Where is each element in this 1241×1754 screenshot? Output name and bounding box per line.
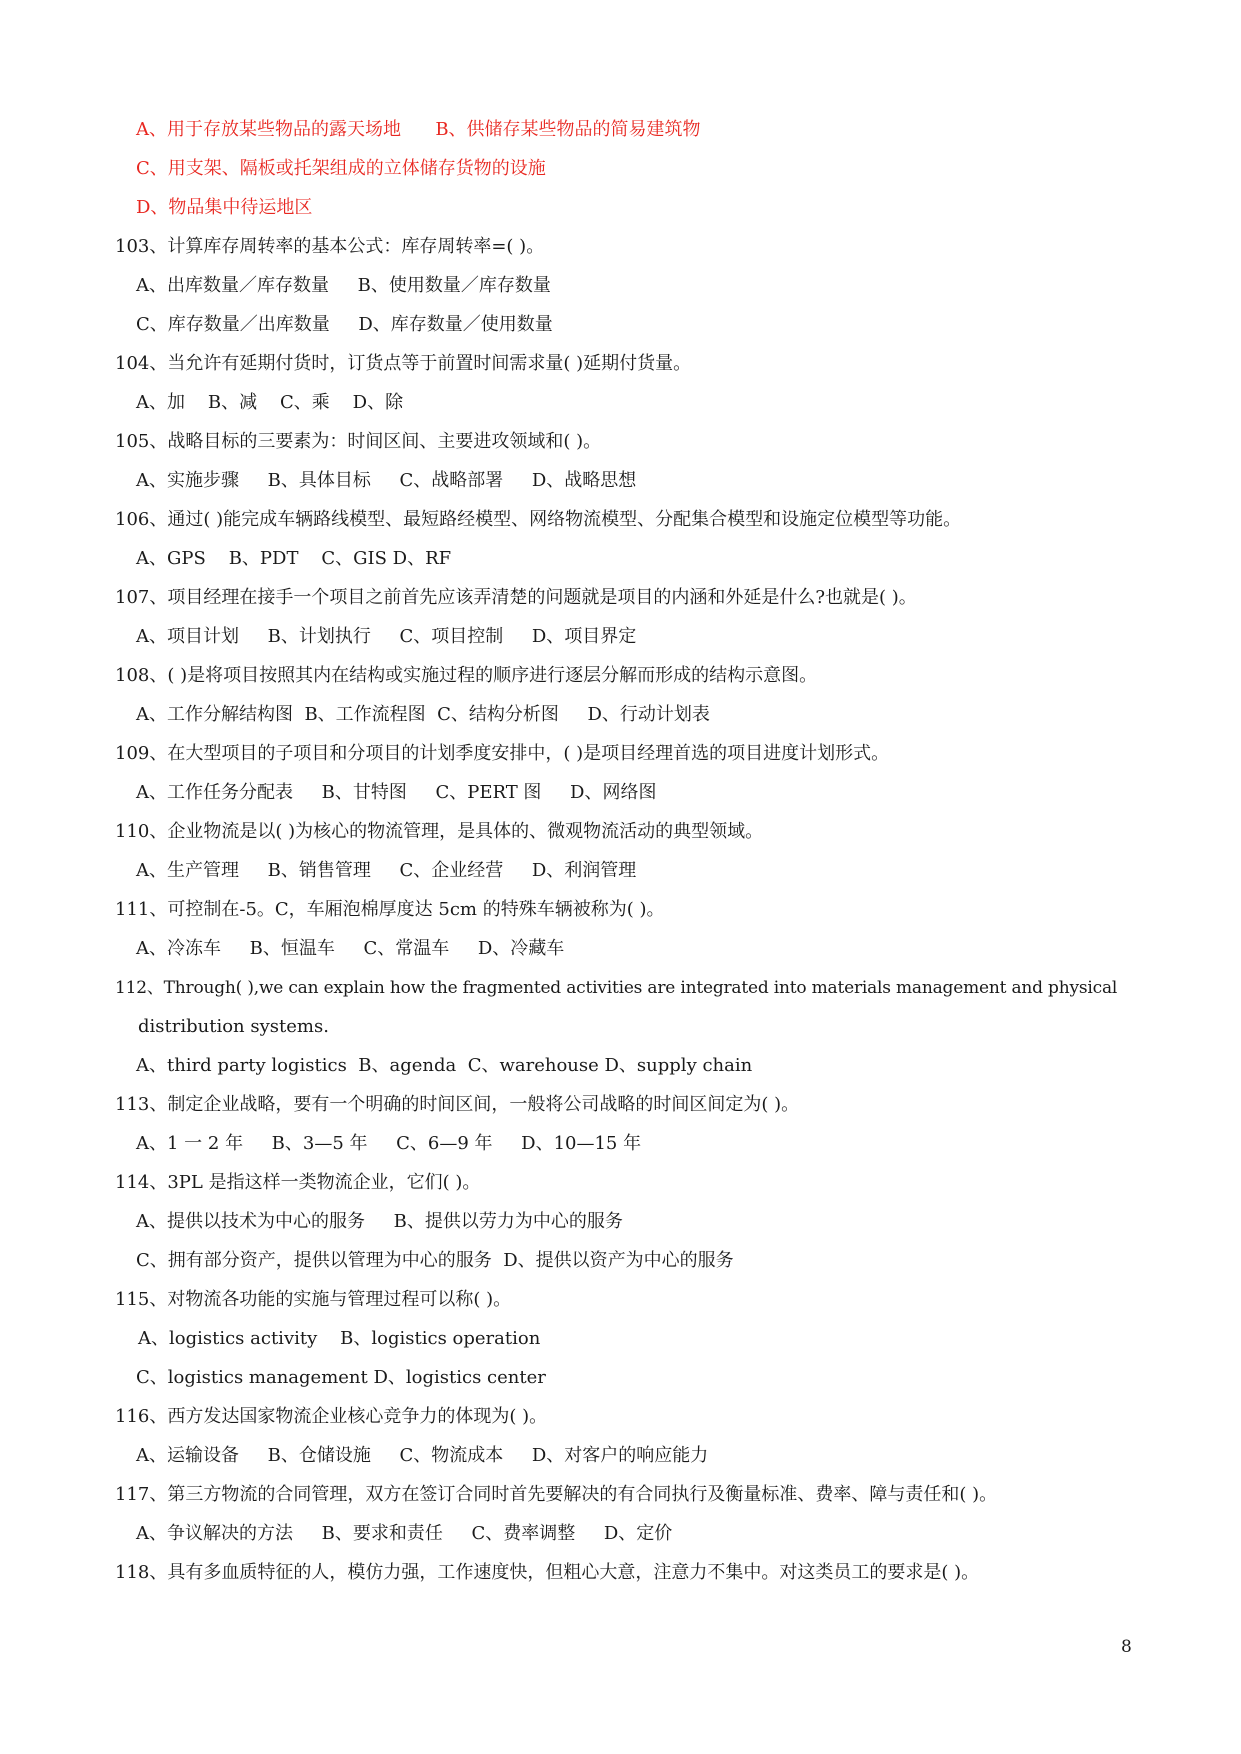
- question-line: 105、战略目标的三要素为：时间区间、主要进攻领域和( )。: [115, 431, 602, 452]
- option-line: A、实施步骤 B、具体目标 C、战略部署 D、战略思想: [136, 470, 637, 491]
- option-line: A、出库数量／库存数量 B、使用数量／库存数量: [136, 275, 551, 296]
- question-line: 117、第三方物流的合同管理，双方在签订合同时首先要解决的有合同执行及衡量标准、费率、障与责任和( )。: [115, 1484, 998, 1505]
- option-line: A、GPS B、PDT C、GIS D、RF: [136, 548, 452, 569]
- option-line: A、third party logistics B、agenda C、warehouse D、supply chain: [136, 1055, 753, 1076]
- question-line: 111、可控制在-5。C，车厢泡棉厚度达 5cm 的特殊车辆被称为( )。: [115, 899, 665, 920]
- page-number: 8: [1121, 1637, 1132, 1657]
- question-line: 110、企业物流是以( )为核心的物流管理，是具体的、微观物流活动的典型领域。: [115, 821, 764, 842]
- question-line: 116、西方发达国家物流企业核心竞争力的体现为( )。: [115, 1406, 548, 1427]
- answer-line: A、用于存放某些物品的露天场地 B、供储存某些物品的简易建筑物: [136, 119, 701, 140]
- option-line: A、1 一 2 年 B、3—5 年 C、6—9 年 D、10—15 年: [136, 1133, 642, 1154]
- answer-line: C、用支架、隔板或托架组成的立体储存货物的设施: [136, 158, 546, 179]
- question-line: 114、3PL 是指这样一类物流企业，它们( )。: [115, 1172, 481, 1193]
- option-line: A、提供以技术为中心的服务 B、提供以劳力为中心的服务: [136, 1211, 623, 1232]
- question-line: 115、对物流各功能的实施与管理过程可以称( )。: [115, 1289, 512, 1310]
- question-line: 118、具有多血质特征的人，模仿力强，工作速度快，但粗心大意，注意力不集中。对这类员工的要求是( )。: [115, 1562, 980, 1583]
- option-line: A、工作任务分配表 B、甘特图 C、PERT 图 D、网络图: [136, 782, 657, 803]
- answer-line: D、物品集中待运地区: [136, 197, 313, 218]
- option-line: A、冷冻车 B、恒温车 C、常温车 D、冷藏车: [136, 938, 565, 959]
- option-line: A、logistics activity B、logistics operation: [138, 1328, 541, 1349]
- option-line: A、生产管理 B、销售管理 C、企业经营 D、利润管理: [136, 860, 637, 881]
- option-line: C、拥有部分资产，提供以管理为中心的服务 D、提供以资产为中心的服务: [136, 1250, 734, 1271]
- question-continuation: distribution systems.: [138, 1016, 329, 1037]
- option-line: C、logistics management D、logistics center: [136, 1367, 546, 1388]
- option-line: A、工作分解结构图 B、工作流程图 C、结构分析图 D、行动计划表: [136, 704, 710, 725]
- option-line: A、运输设备 B、仓储设施 C、物流成本 D、对客户的响应能力: [136, 1445, 709, 1466]
- option-line: A、项目计划 B、计划执行 C、项目控制 D、项目界定: [136, 626, 637, 647]
- question-line: 109、在大型项目的子项目和分项目的计划季度安排中，( )是项目经理首选的项目进度计划形式。: [115, 743, 890, 764]
- question-line: 113、制定企业战略，要有一个明确的时间区间，一般将公司战略的时间区间定为( )。: [115, 1094, 800, 1115]
- question-line: 104、当允许有延期付货时，订货点等于前置时间需求量( )延期付货量。: [115, 353, 692, 374]
- option-line: C、库存数量／出库数量 D、库存数量／使用数量: [136, 314, 553, 335]
- option-line: A、加 B、减 C、乘 D、除: [136, 392, 404, 413]
- question-line: 103、计算库存周转率的基本公式：库存周转率=( )。: [115, 236, 545, 257]
- option-line: A、争议解决的方法 B、要求和责任 C、费率调整 D、定价: [136, 1523, 673, 1544]
- question-line: 108、( )是将项目按照其内在结构或实施过程的顺序进行逐层分解而形成的结构示意图。: [115, 665, 818, 686]
- question-line: 112、Through( ),we can explain how the fragmented activities are integrated into materials management and physical: [115, 978, 1118, 998]
- question-line: 107、项目经理在接手一个项目之前首先应该弄清楚的问题就是项目的内涵和外延是什么?也就是( )。: [115, 587, 917, 608]
- question-line: 106、通过( )能完成车辆路线模型、最短路经模型、网络物流模型、分配集合模型和设施定位模型等功能。: [115, 509, 962, 530]
